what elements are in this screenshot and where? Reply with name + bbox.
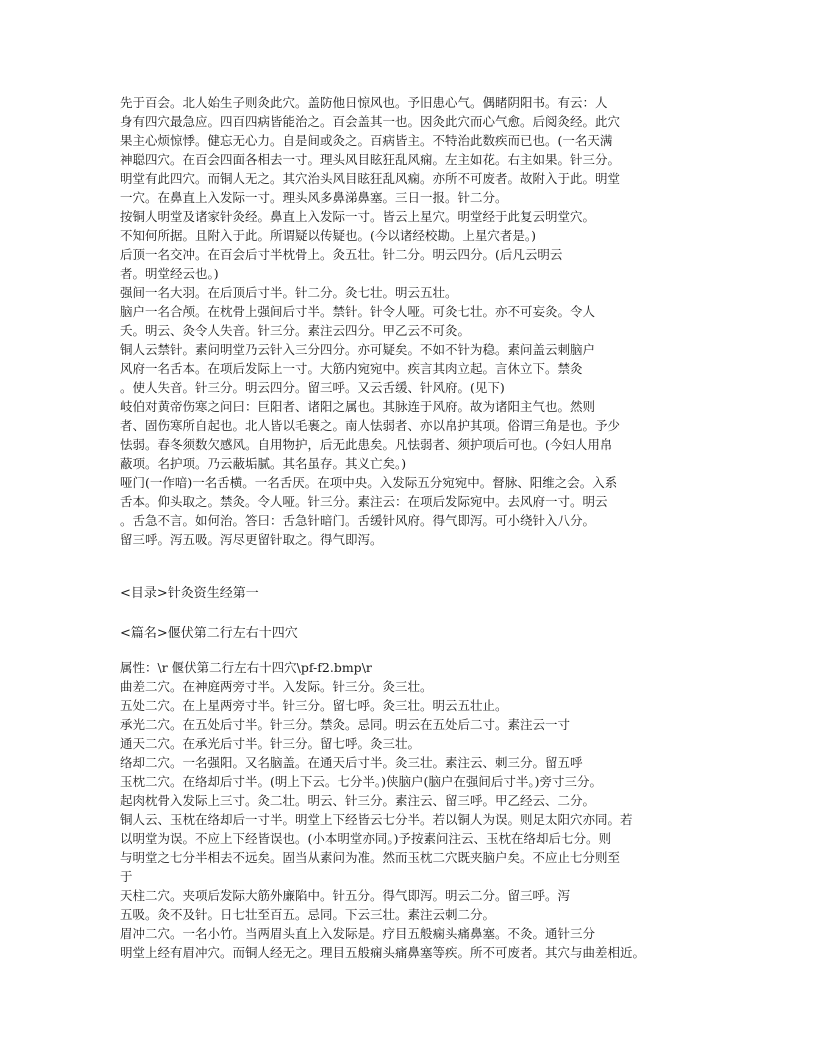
- text-line: 不知何所据。且附入于此。所谓疑以传疑也。(今以诸经校勘。上星穴者是。): [120, 228, 537, 243]
- text-line: 五处二穴。在上星两旁寸半。针三分。留七呼。灸三壮。明云五壮止。: [120, 698, 508, 713]
- text-line: 哑门(一作喑)一名舌横。一名舌厌。在项中央。入发际五分宛宛中。督脉、阳维之会。入系: [120, 475, 618, 490]
- text-line: 蔽项。名护项。乃云蔽垢腻。其名虽存。其义亡矣。): [120, 456, 407, 471]
- text-line: 风府一名舌本。在项后发际上一寸。大筋内宛宛中。疾言其肉立起。言休立下。禁灸: [120, 361, 583, 376]
- text-line: 按铜人明堂及诸家针灸经。鼻直上入发际一寸。皆云上星穴。明堂经于此复云明堂穴。: [120, 209, 596, 224]
- text-line: 舌本。仰头取之。禁灸。令人哑。针三分。素注云：在项后发际宛中。去风府一寸。明云: [120, 494, 608, 509]
- text-line: 强间一名大羽。在后顶后寸半。针二分。灸七壮。明云五壮。: [120, 285, 458, 300]
- text-line: 者。明堂经云也。): [120, 266, 219, 281]
- text-line: 夭。明云、灸令人失音。针三分。素注云四分。甲乙云不可灸。: [120, 323, 471, 338]
- text-line: 先于百会。北人始生子则灸此穴。盖防他日惊风也。予旧患心气。偶睹阴阳书。有云：人: [120, 95, 608, 110]
- text-line: 岐伯对黄帝伤寒之问曰：巨阳者、诸阳之属也。其脉连于风府。故为诸阳主气也。然则: [120, 399, 596, 414]
- text-line: 明堂上经有眉冲穴。而铜人经无之。理目五般痫头痛鼻塞等疾。所不可废者。其穴与曲差相近。: [120, 945, 646, 960]
- text-line: 于: [120, 869, 133, 884]
- catalog-heading: <目录>针灸资生经第一: [120, 586, 259, 601]
- text-line: 眉冲二穴。一名小竹。当两眉头直上入发际是。疗目五般痫头痛鼻塞。不灸。通针三分: [120, 926, 596, 941]
- text-line: 脑户一名合颅。在枕骨上强间后寸半。禁针。针令人哑。可灸七壮。亦不可妄灸。令人: [120, 304, 596, 319]
- text-line: 与明堂之七分半相去不远矣。固当从素问为准。然而玉枕二穴既夹脑户矣。不应止七分则至: [120, 850, 621, 865]
- attribute-line: 属性：\r 偃伏第二行左右十四穴\pf-f2.bmp\r: [120, 660, 372, 675]
- text-line: 明堂有此四穴。而铜人无之。其穴治头风目眩狂乱风痫。亦所不可废者。故附入于此。明堂: [120, 171, 621, 186]
- text-line: 起肉枕骨入发际上三寸。灸二壮。明云、针三分。素注云、留三呼。甲乙经云、二分。: [120, 793, 596, 808]
- text-line: 果主心烦惊悸。健忘无心力。自是间或灸之。百病皆主。不特治此数疾而已也。(一名天满: [120, 133, 613, 148]
- text-line: 。舌急不言。如何治。答曰：舌急针暗门。舌缓针风府。得气即泻。可小绕针入八分。: [120, 513, 596, 528]
- text-line: 怯弱。春冬须数欠感风。自用物护，后无此患矣。凡怯弱者、须护项后可也。(今妇人用帛: [120, 437, 613, 452]
- text-line: 通天二穴。在承光后寸半。针三分。留七呼。灸三壮。: [120, 736, 421, 751]
- text-line: 络却二穴。一名强阳。又名脑盖。在通天后寸半。灸三壮。素注云、刺三分。留五呼: [120, 755, 583, 770]
- text-line: 一穴。在鼻直上入发际一寸。理头风多鼻涕鼻塞。三日一报。针二分。: [120, 190, 508, 205]
- text-section-lower: [120, 658, 720, 962]
- text-line: 五吸。灸不及针。日七壮至百五。忌同。下云三壮。素注云刺二分。: [120, 907, 496, 922]
- text-line: 者、固伤寒所自起也。北人皆以毛裹之。南人怯弱者、亦以帛护其项。俗谓三角是也。予少: [120, 418, 621, 433]
- text-line: 铜人云、玉枕在络却后一寸半。明堂上下经皆云七分半。若以铜人为误。则足太阳穴亦同。若: [120, 812, 633, 827]
- text-line: 以明堂为误。不应上下经皆误也。(小本明堂亦同。)予按素问注云、玉枕在络却后七分。则: [120, 831, 612, 846]
- text-line: 后顶一名交冲。在百会后寸半枕骨上。灸五壮。针二分。明云四分。(后凡云明云: [120, 247, 563, 262]
- text-section-upper: [120, 93, 720, 549]
- chapter-title: <篇名>偃伏第二行左右十四穴: [120, 626, 298, 641]
- text-line: 玉枕二穴。在络却后寸半。(明上下云。七分半。)侠脑户(脑户在强间后寸半。)旁寸三分。: [120, 774, 603, 789]
- text-line: 神聪四穴。在百会四面各相去一寸。理头风目眩狂乱风痫。左主如花。右主如果。针三分。: [120, 152, 621, 167]
- text-line: 承光二穴。在五处后寸半。针三分。禁灸。忌同。明云在五处后二寸。素注云一寸: [120, 717, 571, 732]
- text-line: 曲差二穴。在神庭两旁寸半。入发际。针三分。灸三壮。: [120, 679, 433, 694]
- text-line: 铜人云禁针。素问明堂乃云针入三分四分。亦可疑矣。不如不针为稳。素问盖云刺脑户: [120, 342, 596, 357]
- text-line: 。使人失音。针三分。明云四分。留三呼。又云舌缓、针风府。(见下): [120, 380, 505, 395]
- text-line: 身有四穴最急应。四百四病皆能治之。百会盖其一也。因灸此穴而心气愈。后阅灸经。此穴: [120, 114, 621, 129]
- text-line: 天柱二穴。夹项后发际大筋外廉陷中。针五分。得气即泻。明云二分。留三呼。泻: [120, 888, 571, 903]
- text-line: 留三呼。泻五吸。泻尽更留针取之。得气即泻。: [120, 532, 383, 547]
